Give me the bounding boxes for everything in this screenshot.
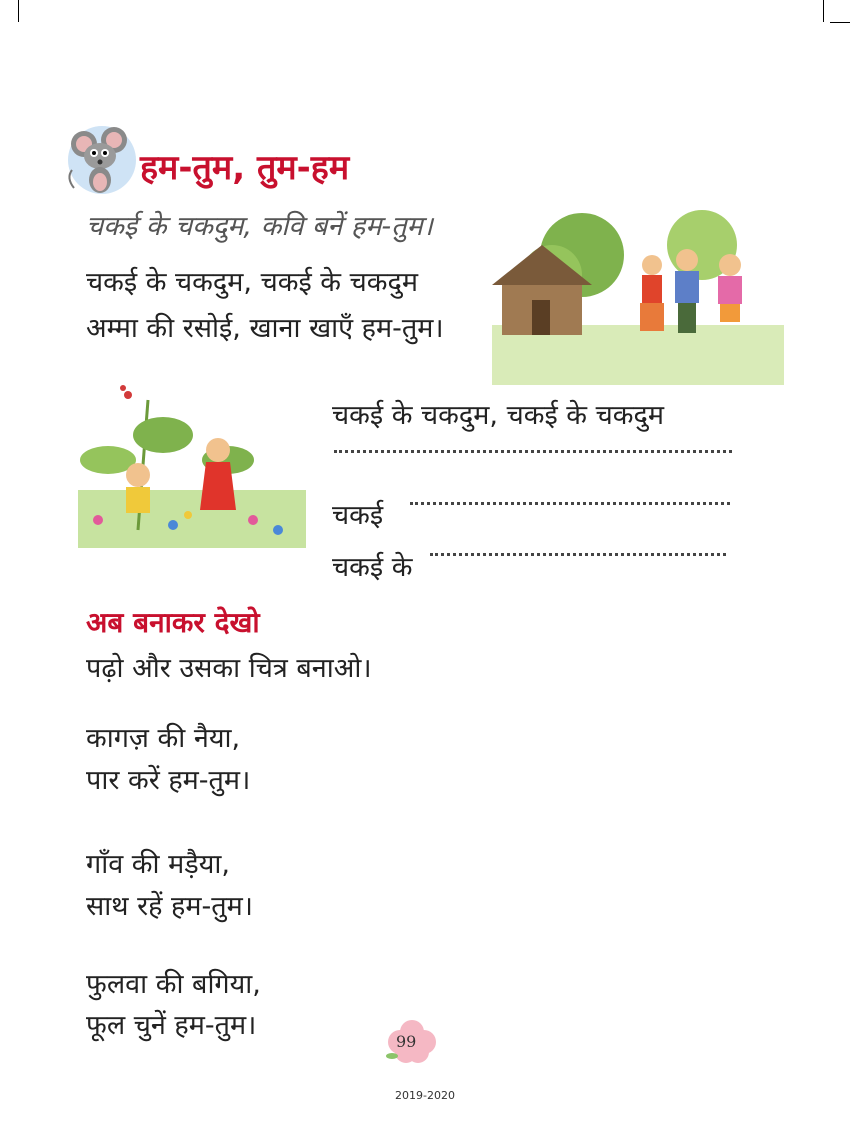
exercise-prompt: चकई xyxy=(332,500,384,531)
page-title: हम-तुम, तुम-हम xyxy=(140,148,350,188)
crop-mark xyxy=(830,22,850,23)
poem-subtitle: चकई के चकदुम, कवि बनें हम-तुम। xyxy=(86,211,433,242)
exercise-line: चकई के चकदुम, चकई के चकदुम xyxy=(332,400,664,431)
stanza-line: गाँव की मड़ैया, xyxy=(86,849,230,880)
exercise-prompt: चकई के xyxy=(332,552,413,583)
children-playing-illustration xyxy=(492,205,784,385)
stanza-line: साथ रहें हम-तुम। xyxy=(86,891,254,922)
footer-year: 2019-2020 xyxy=(395,1089,455,1102)
poem-line: चकई के चकदुम, चकई के चकदुम xyxy=(86,267,418,298)
mouse-mascot-icon xyxy=(62,118,137,198)
crop-mark xyxy=(823,0,824,22)
section-heading: अब बनाकर देखो xyxy=(86,606,260,639)
stanza-line: कागज़ की नैया, xyxy=(86,723,241,754)
garden-children-illustration xyxy=(78,380,306,548)
answer-blank[interactable] xyxy=(430,553,726,556)
instruction-text: पढ़ो और उसका चित्र बनाओ। xyxy=(86,653,372,684)
page-number: 99 xyxy=(396,1032,417,1051)
answer-blank[interactable] xyxy=(334,450,732,453)
stanza-line: फूल चुनें हम-तुम। xyxy=(86,1010,257,1041)
crop-mark xyxy=(18,0,19,22)
stanza-line: फुलवा की बगिया, xyxy=(86,969,261,1000)
answer-blank[interactable] xyxy=(410,502,730,505)
poem-line: अम्मा की रसोई, खाना खाएँ हम-तुम। xyxy=(86,313,444,344)
stanza-line: पार करें हम-तुम। xyxy=(86,765,251,796)
